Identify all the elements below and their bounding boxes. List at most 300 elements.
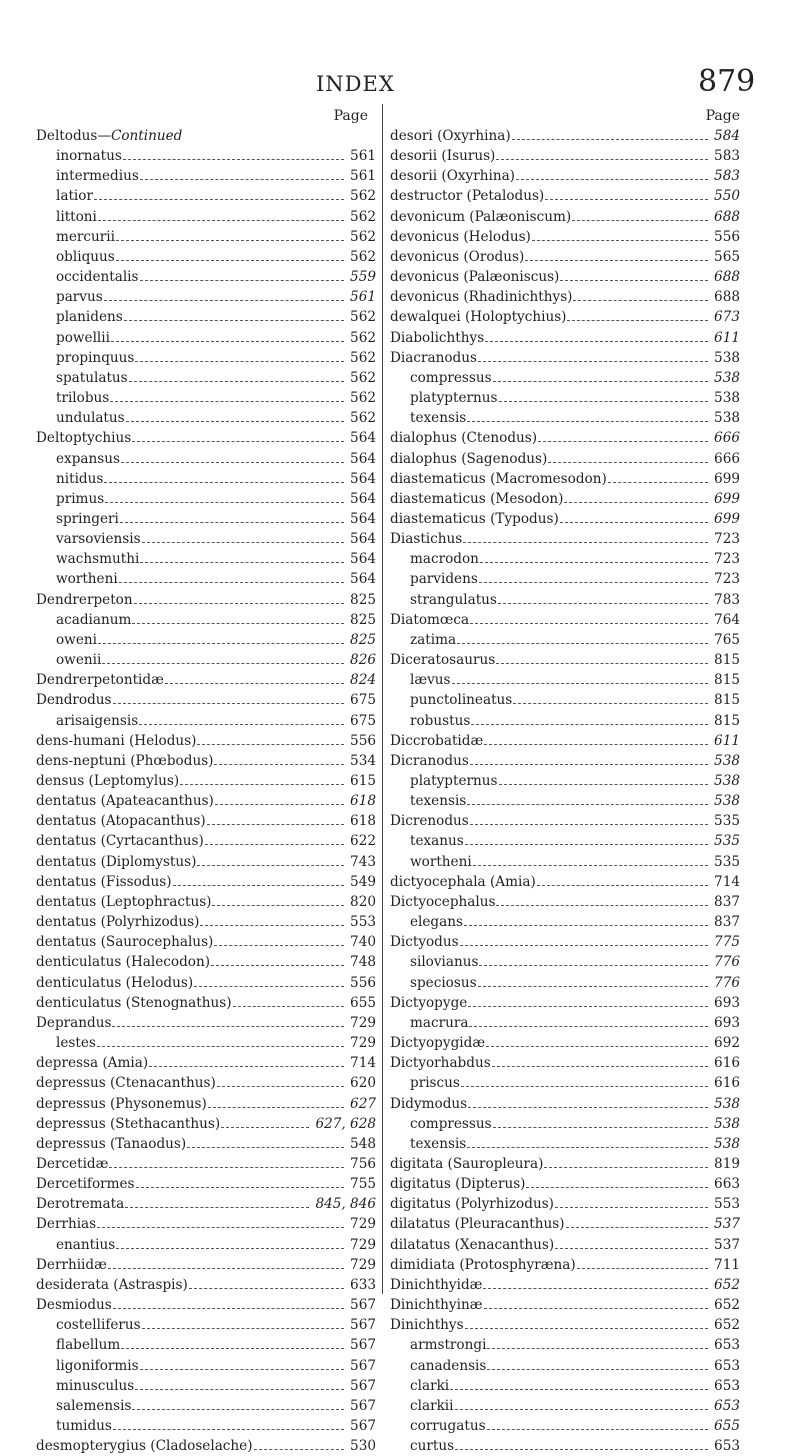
entry-term: Dictyodus (390, 934, 459, 951)
entry-term: clarki (410, 1377, 450, 1394)
entry-term: occidentalis (56, 269, 139, 286)
entry-page: 538 (714, 1115, 740, 1132)
dot-leader (197, 739, 344, 745)
index-entry (390, 569, 740, 589)
entry-term: dentatus (Fissodus) (36, 873, 172, 890)
dot-leader (111, 336, 344, 342)
entry-page: 688 (714, 208, 740, 225)
index-entry (390, 1376, 740, 1396)
dot-leader (479, 577, 708, 583)
index-entry (36, 690, 376, 710)
index-entry (390, 1194, 740, 1214)
entry-term: wachsmuthi (56, 551, 140, 568)
dot-leader (538, 436, 708, 442)
entry-page: 564 (350, 510, 376, 527)
entry-term: powellii (56, 329, 110, 346)
index-entry (390, 1396, 740, 1416)
entry-page: 564 (350, 450, 376, 467)
dot-leader (120, 517, 344, 523)
dot-leader (544, 1162, 708, 1168)
index-entry (390, 449, 740, 469)
entry-page: 618 (350, 813, 376, 830)
entry-page: 538 (714, 752, 740, 769)
entry-term: desmopterygius (Cladoselache) (36, 1438, 253, 1455)
index-entry (36, 328, 376, 348)
entry-page: 616 (714, 1075, 740, 1092)
entry-page: 711 (714, 1256, 740, 1273)
entry-page: 699 (714, 470, 740, 487)
dot-leader (468, 1102, 708, 1108)
entry-page: 564 (350, 571, 376, 588)
entry-term: devonicum (Palæoniscum) (390, 208, 572, 225)
index-entry (36, 469, 376, 489)
entry-term: clarkii (410, 1397, 454, 1414)
entry-page: 565 (714, 248, 740, 265)
index-entry (36, 1154, 376, 1174)
index-entry (390, 1214, 740, 1234)
index-entry (390, 590, 740, 610)
dot-leader (132, 1404, 344, 1410)
index-entry (390, 1073, 740, 1093)
entry-page: 538 (714, 410, 740, 427)
entry-page: 561 (350, 168, 376, 185)
entry-term: elegans (410, 914, 463, 931)
index-entry (390, 227, 740, 247)
entry-page: 611 (714, 732, 740, 749)
index-entry (36, 952, 376, 972)
entry-page: 666 (714, 430, 740, 447)
entry-page: 837 (714, 914, 740, 931)
entry-term: Diatomœca (390, 611, 470, 628)
entry-page: 535 (714, 853, 740, 870)
dot-leader (119, 577, 344, 583)
index-entry (36, 549, 376, 569)
entry-page: 663 (714, 1176, 740, 1193)
index-entry (390, 1356, 740, 1376)
entry-term: nitidus (56, 470, 104, 487)
entry-term: Dictyocephalus (390, 893, 496, 910)
index-entry (390, 711, 740, 731)
entry-term: salemensis (56, 1397, 132, 1414)
entry-page: 693 (714, 994, 740, 1011)
dot-leader (97, 1222, 344, 1228)
entry-page: 729 (350, 1236, 376, 1253)
index-entry (36, 1356, 376, 1376)
entry-term: depressus (Ctenacanthus) (36, 1075, 216, 1092)
dot-leader (140, 557, 344, 563)
dot-leader (129, 376, 344, 382)
index-entry (36, 1194, 376, 1214)
entry-page: 616 (714, 1055, 740, 1072)
entry-page: 618 (350, 793, 376, 810)
dot-leader (116, 255, 344, 261)
index-entry (390, 852, 740, 872)
entry-page: 652 (714, 1276, 740, 1293)
entry-term: devonicus (Palæoniscus) (390, 269, 560, 286)
dot-leader (165, 678, 344, 684)
entry-term: desorii (Oxyrhina) (390, 168, 515, 185)
index-entry (390, 791, 740, 811)
entry-page: 652 (714, 1317, 740, 1334)
entry-page: 653 (714, 1377, 740, 1394)
entry-term: depressus (Tanaodus) (36, 1135, 187, 1152)
index-entry (390, 831, 740, 851)
index-entry (390, 1013, 740, 1033)
entry-page: 567 (350, 1377, 376, 1394)
entry-page: 567 (350, 1337, 376, 1354)
entry-term: denticulatus (Halecodon) (36, 954, 211, 971)
dot-leader (560, 517, 708, 523)
entry-term: acadianum (56, 611, 132, 628)
dot-leader (217, 1081, 344, 1087)
index-entry (36, 1255, 376, 1275)
entry-page: 815 (714, 692, 740, 709)
dot-leader (560, 275, 708, 281)
index-entry (36, 1073, 376, 1093)
entry-term: dens-neptuni (Phœbodus) (36, 752, 214, 769)
entry-term: owenii (56, 652, 102, 669)
entry-page: 819 (714, 1155, 740, 1172)
heading-continued: Continued (110, 128, 183, 144)
entry-term: Diceratosaurus (390, 652, 496, 669)
index-entry (390, 368, 740, 388)
dot-leader (233, 1001, 345, 1007)
index-entry (36, 1315, 376, 1335)
dot-leader (116, 1243, 344, 1249)
entry-page: 561 (350, 289, 376, 306)
entry-term: Dercetidæ (36, 1155, 109, 1172)
entry-term: texanus (410, 833, 464, 850)
entry-term: dilatatus (Pleuracanthus) (390, 1216, 565, 1233)
entry-term: propinquus (56, 349, 135, 366)
entry-term: Diabolichthys (390, 329, 485, 346)
entry-term: Diastichus (390, 531, 463, 548)
entry-page: 562 (350, 228, 376, 245)
entry-page: 627 (350, 1095, 376, 1112)
entry-term: dens-humani (Helodus) (36, 732, 197, 749)
entry-page: 537 (714, 1216, 740, 1233)
entry-term: springeri (56, 510, 119, 527)
dot-leader (465, 1323, 708, 1329)
dot-leader (484, 739, 708, 745)
dot-leader (467, 1142, 708, 1148)
dot-leader (136, 1182, 345, 1188)
entry-page: 729 (350, 1014, 376, 1031)
entry-term: spatulatus (56, 369, 128, 386)
entry-page: 553 (350, 914, 376, 931)
dot-leader (483, 1283, 708, 1289)
index-entry (36, 348, 376, 368)
index-entry (36, 630, 376, 650)
dot-leader (121, 1343, 344, 1349)
entry-page: 627, 628 (315, 1115, 376, 1132)
index-entry (390, 146, 740, 166)
dot-leader (110, 396, 344, 402)
entry-page: 535 (714, 833, 740, 850)
entry-page: 743 (350, 853, 376, 870)
entry-term: desiderata (Astraspis) (36, 1276, 188, 1293)
entry-page: 845, 846 (315, 1196, 376, 1213)
dot-leader (537, 880, 708, 886)
entry-term: tumidus (56, 1418, 112, 1434)
entry-page: 699 (714, 510, 740, 527)
index-entry (36, 207, 376, 227)
entry-page: 538 (714, 773, 740, 789)
dot-leader (104, 477, 344, 483)
index-entry (390, 912, 740, 932)
entry-term: desori (Oxyrhina) (390, 128, 511, 144)
dot-leader (135, 1384, 344, 1390)
dot-leader (457, 638, 708, 644)
dot-leader (132, 618, 344, 624)
dot-leader (467, 799, 708, 805)
dot-leader (513, 698, 708, 704)
entry-term: dialophus (Ctenodus) (390, 430, 538, 447)
dot-leader (487, 1364, 708, 1370)
index-entry (36, 771, 376, 791)
index-entry (36, 1295, 376, 1315)
entry-term: Didymodus (390, 1095, 468, 1112)
dot-leader (98, 215, 344, 221)
index-entry (36, 186, 376, 206)
index-entry (36, 509, 376, 529)
index-entry (390, 328, 740, 348)
entry-page: 567 (350, 1297, 376, 1314)
entry-page: 556 (714, 228, 740, 245)
dot-leader (189, 1283, 344, 1289)
entry-page: 549 (350, 873, 376, 890)
entry-page: 564 (350, 551, 376, 568)
index-entry (390, 771, 740, 791)
entry-page: 567 (350, 1418, 376, 1434)
dot-leader (487, 1424, 708, 1430)
entry-page: 688 (714, 289, 740, 306)
entry-page: 824 (350, 672, 376, 689)
dot-leader (97, 1041, 344, 1047)
entry-page: 776 (714, 954, 740, 971)
entry-term: destructor (Petalodus) (390, 188, 545, 205)
entry-term: Dendrodus (36, 692, 112, 709)
entry-page: 538 (714, 793, 740, 810)
entry-term: compressus (410, 1115, 492, 1132)
dot-leader (194, 981, 344, 987)
index-entry (36, 1174, 376, 1194)
entry-term: primus (56, 490, 105, 507)
index-entry (36, 872, 376, 892)
entry-term: flabellum (56, 1337, 121, 1354)
dot-leader (113, 1424, 344, 1430)
index-entry (36, 1436, 376, 1456)
entry-term: Deltoptychius (36, 430, 132, 447)
entry-term: Desmiodus (36, 1297, 112, 1314)
dot-leader (221, 1122, 309, 1128)
entry-term: inornatus (56, 148, 122, 165)
dot-leader (134, 598, 344, 604)
entry-page: 729 (350, 1035, 376, 1052)
entry-term: diastematicus (Typodus) (390, 510, 559, 527)
entry-page: 688 (714, 269, 740, 286)
index-entry (36, 529, 376, 549)
entry-page: 538 (714, 1095, 740, 1112)
entry-page: 714 (714, 873, 740, 890)
index-entry (390, 267, 740, 287)
entry-term: dimidiata (Protosphyræna) (390, 1256, 576, 1273)
dot-leader (499, 396, 709, 402)
index-entry (36, 227, 376, 247)
entry-page: 652 (714, 1297, 740, 1314)
index-entry (36, 1376, 376, 1396)
index-entry (390, 892, 740, 912)
dot-leader (496, 154, 708, 160)
entry-page: 693 (714, 1014, 740, 1031)
entry-term: undulatus (56, 410, 125, 427)
index-entry (390, 247, 740, 267)
dot-leader (140, 275, 345, 281)
entry-term: denticulatus (Stenognathus) (36, 994, 232, 1011)
index-entry (36, 489, 376, 509)
dot-leader (126, 416, 344, 422)
entry-term: oweni (56, 631, 97, 648)
index-entry (390, 126, 740, 146)
entry-page: 675 (350, 692, 376, 709)
index-entry (390, 650, 740, 670)
index-entry (36, 1275, 376, 1295)
index-entry (36, 1214, 376, 1234)
dot-leader (149, 1061, 344, 1067)
dot-leader (140, 1364, 344, 1370)
dot-leader (180, 779, 344, 785)
index-entry (390, 630, 740, 650)
dot-leader (496, 658, 708, 664)
entry-page: 538 (714, 1135, 740, 1152)
index-entry (390, 872, 740, 892)
index-entry (390, 952, 740, 972)
index-entry (390, 388, 740, 408)
running-title: INDEX (316, 72, 395, 96)
index-entry (36, 307, 376, 327)
entry-term: lestes (56, 1035, 96, 1052)
entry-term: dentatus (Leptophractus) (36, 893, 212, 910)
dot-leader (567, 315, 708, 321)
dot-leader (545, 194, 708, 200)
index-entry (36, 368, 376, 388)
entry-term: Diccrobatidæ (390, 732, 484, 749)
index-entry (36, 267, 376, 287)
dot-leader (512, 134, 708, 140)
index-entry (390, 428, 740, 448)
dot-leader (132, 436, 344, 442)
index-entry (36, 408, 376, 428)
entry-term: Derrhias (36, 1216, 97, 1233)
dot-leader (102, 658, 344, 664)
column-divider (382, 104, 383, 1294)
index-entry (36, 1396, 376, 1416)
entry-page: 826 (350, 652, 376, 669)
entry-page: 653 (714, 1438, 740, 1455)
index-entry (36, 811, 376, 831)
dot-leader (526, 1182, 708, 1188)
entry-page: 776 (714, 974, 740, 991)
dot-leader (452, 678, 709, 684)
dot-leader (125, 1202, 309, 1208)
dot-leader (112, 1021, 344, 1027)
entry-term: dewalquei (Holoptychius) (390, 309, 567, 326)
entry-term: latior (56, 188, 93, 205)
dot-leader (205, 839, 344, 845)
dot-leader (139, 719, 344, 725)
dot-leader (455, 1444, 708, 1450)
entry-term: dentatus (Atopacanthus) (36, 813, 206, 830)
index-entry (36, 1335, 376, 1355)
entry-page: 748 (350, 954, 376, 971)
entry-term: parvus (56, 289, 103, 306)
index-entry (36, 852, 376, 872)
index-entry (36, 1114, 376, 1134)
entry-page: 755 (350, 1176, 376, 1193)
index-column-left (36, 106, 376, 1456)
entry-page: 815 (714, 672, 740, 689)
entry-term: devonicus (Helodus) (390, 228, 531, 245)
dot-leader (572, 215, 708, 221)
entry-page: 538 (714, 349, 740, 366)
index-entry (36, 650, 376, 670)
entry-page: 564 (350, 430, 376, 447)
index-entry (390, 932, 740, 952)
entry-term: dentatus (Apateacanthus) (36, 793, 214, 810)
entry-page: 825 (350, 611, 376, 628)
entry-term: digitatus (Polyrhizodus) (390, 1196, 554, 1213)
index-entry (36, 791, 376, 811)
dot-leader (470, 819, 708, 825)
index-entry (390, 731, 740, 751)
entry-term: lævus (410, 672, 451, 689)
entry-page: 564 (350, 531, 376, 548)
entry-term: depressus (Stethacanthus) (36, 1115, 221, 1132)
entry-page: 729 (350, 1216, 376, 1233)
entry-term: obliquus (56, 248, 115, 265)
index-entry (390, 1315, 740, 1335)
index-entry (36, 1094, 376, 1114)
dot-leader (532, 235, 708, 241)
entry-page: 655 (350, 994, 376, 1011)
dot-leader (98, 638, 344, 644)
entry-page: 559 (350, 269, 376, 286)
entry-term: Dercetiformes (36, 1176, 135, 1193)
dot-leader (142, 1323, 344, 1329)
dot-leader (493, 1122, 708, 1128)
index-entry (36, 146, 376, 166)
dot-leader (516, 174, 708, 180)
dot-leader (492, 1061, 708, 1067)
entry-page: 562 (350, 349, 376, 366)
entry-term: diastematicus (Macromesodon) (390, 470, 607, 487)
dot-leader (608, 477, 708, 483)
entry-page: 692 (714, 1035, 740, 1052)
entry-term: platypternus (410, 773, 498, 789)
entry-page: 825 (350, 591, 376, 608)
index-entry (36, 1053, 376, 1073)
dot-leader (480, 557, 708, 563)
index-entry (390, 670, 740, 690)
index-entry (390, 408, 740, 428)
entry-page: 740 (350, 934, 376, 951)
entry-term: enantius (56, 1236, 116, 1253)
index-entry (36, 449, 376, 469)
entry-page: 562 (350, 208, 376, 225)
index-entry (390, 1053, 740, 1073)
entry-term: Dendrerpeton (36, 591, 133, 608)
entry-term: devonicus (Rhadinichthys) (390, 289, 573, 306)
